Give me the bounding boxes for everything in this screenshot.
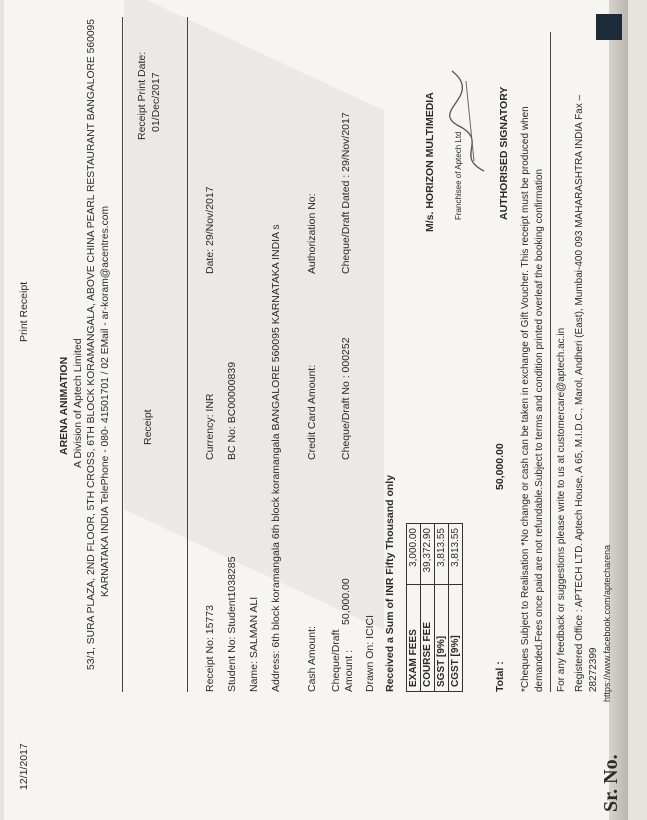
receipt-date: Date: 29/Nov/2017	[204, 186, 216, 274]
aptech-logo	[596, 14, 622, 40]
print-title: Print Receipt	[18, 281, 30, 342]
fee-row	[421, 524, 435, 692]
fee-row	[407, 524, 421, 692]
receipt-paper	[4, 0, 628, 820]
student-number: Student No: Student1038285	[226, 556, 238, 692]
signature-scribble	[444, 66, 494, 176]
fee-label: EXAM FEES	[407, 585, 421, 692]
receipt-print-date-label: Receipt Print Date:	[136, 51, 148, 140]
fee-value: 3,000.00	[407, 524, 421, 585]
receipt-sheet	[4, 0, 628, 820]
receipt-divider	[187, 17, 188, 692]
fee-label: SGST [9%]	[435, 585, 449, 692]
header-divider	[122, 17, 123, 692]
fee-label: CGST [9%]	[449, 585, 463, 692]
receipt-title: Receipt	[142, 409, 154, 445]
footer-note-2: demanded.Fees once paid are not refundable.Subject to terms and condition printed overleaf the booking confirmation	[534, 168, 545, 692]
receipt-number: Receipt No: 15773	[204, 605, 216, 692]
signatory-company: M/s. HORIZON MULTIMEDIA	[424, 92, 436, 232]
fee-value: 3,813.55	[449, 524, 463, 585]
registered-office-2: 28272399	[588, 647, 599, 692]
credit-card-amount-label: Credit Card Amount:	[306, 364, 318, 460]
company-division: A Division of Aptech Limited	[72, 338, 84, 468]
drawn-on: Drawn On: ICICI	[364, 614, 376, 692]
print-date: 12/1/2017	[18, 743, 30, 790]
authorised-signatory: AUTHORISED SIGNATORY	[498, 86, 510, 220]
fee-row	[449, 524, 463, 692]
company-name: ARENA ANIMATION	[58, 356, 70, 455]
fee-label: COURSE FEE	[421, 585, 435, 692]
company-address-line2: KARNATAKA INDIA TelePhone - 080- 41501701 / 02 EMail - ar-koram@acentres.com	[100, 205, 111, 597]
student-address: Address: 6th block koramangala 6th block koramangala BANGALORE 560095 KARNATAKA INDIA s	[270, 224, 282, 692]
fee-value: 39,372.90	[421, 524, 435, 585]
facebook-url: https://www.facebook.com/aptecharena	[602, 544, 612, 702]
footer-divider	[550, 32, 551, 692]
fee-value: 3,813.55	[435, 524, 449, 585]
footer-note-1: *Cheques Subject to Realisation *No change or cash can be taken in exchange of Gift Voucher. This receipt must be produced when	[520, 106, 531, 692]
signatory-franchise: Franchisee of Aptech Ltd	[454, 131, 463, 220]
company-address-line1: 53/1, SURA PLAZA, 2ND FLOOR, 5TH CROSS, 6TH BLOCK KORAMANGALA, ABOVE CHINA PEARL RESTAURANT BANGALORE 560095	[86, 18, 97, 670]
cheque-amount-value: 50,000.00	[340, 578, 352, 625]
authorization-number-label: Authorization No:	[306, 193, 318, 274]
cash-amount-label: Cash Amount:	[306, 626, 318, 692]
currency: Currency: INR	[204, 393, 216, 460]
fees-table	[406, 523, 463, 692]
received-sum: Received a Sum of INR Fifty Thousand only	[384, 474, 396, 692]
cheque-dated: Cheque/Draft Dated : 29/Nov/2017	[340, 112, 352, 274]
total-label: Total :	[494, 661, 506, 692]
total-value: 50,000.00	[494, 443, 506, 490]
bc-number: BC No: BC00000839	[226, 361, 238, 460]
student-name: Name: SALMAN ALI	[248, 596, 260, 692]
registered-office-1: Registered Office : APTECH LTD. Aptech House, A 65, M.I.D.C., Marol, Andheri (East), Mumbai-400 093 MAHARASHTRA INDIA Fax –	[574, 94, 585, 692]
fee-row	[435, 524, 449, 692]
cheque-amount-label: Cheque/Draft Amount :	[330, 629, 355, 692]
receipt-print-date: 01/Dec/2017	[150, 72, 162, 132]
watermark	[124, 0, 384, 631]
feedback-note: For any feedback or suggestions please write to us at customercare@aptech.ac.in	[556, 327, 567, 692]
cheque-number: Cheque/Draft No : 000252	[340, 337, 352, 460]
serial-number-label: Sr. No.	[600, 754, 622, 812]
